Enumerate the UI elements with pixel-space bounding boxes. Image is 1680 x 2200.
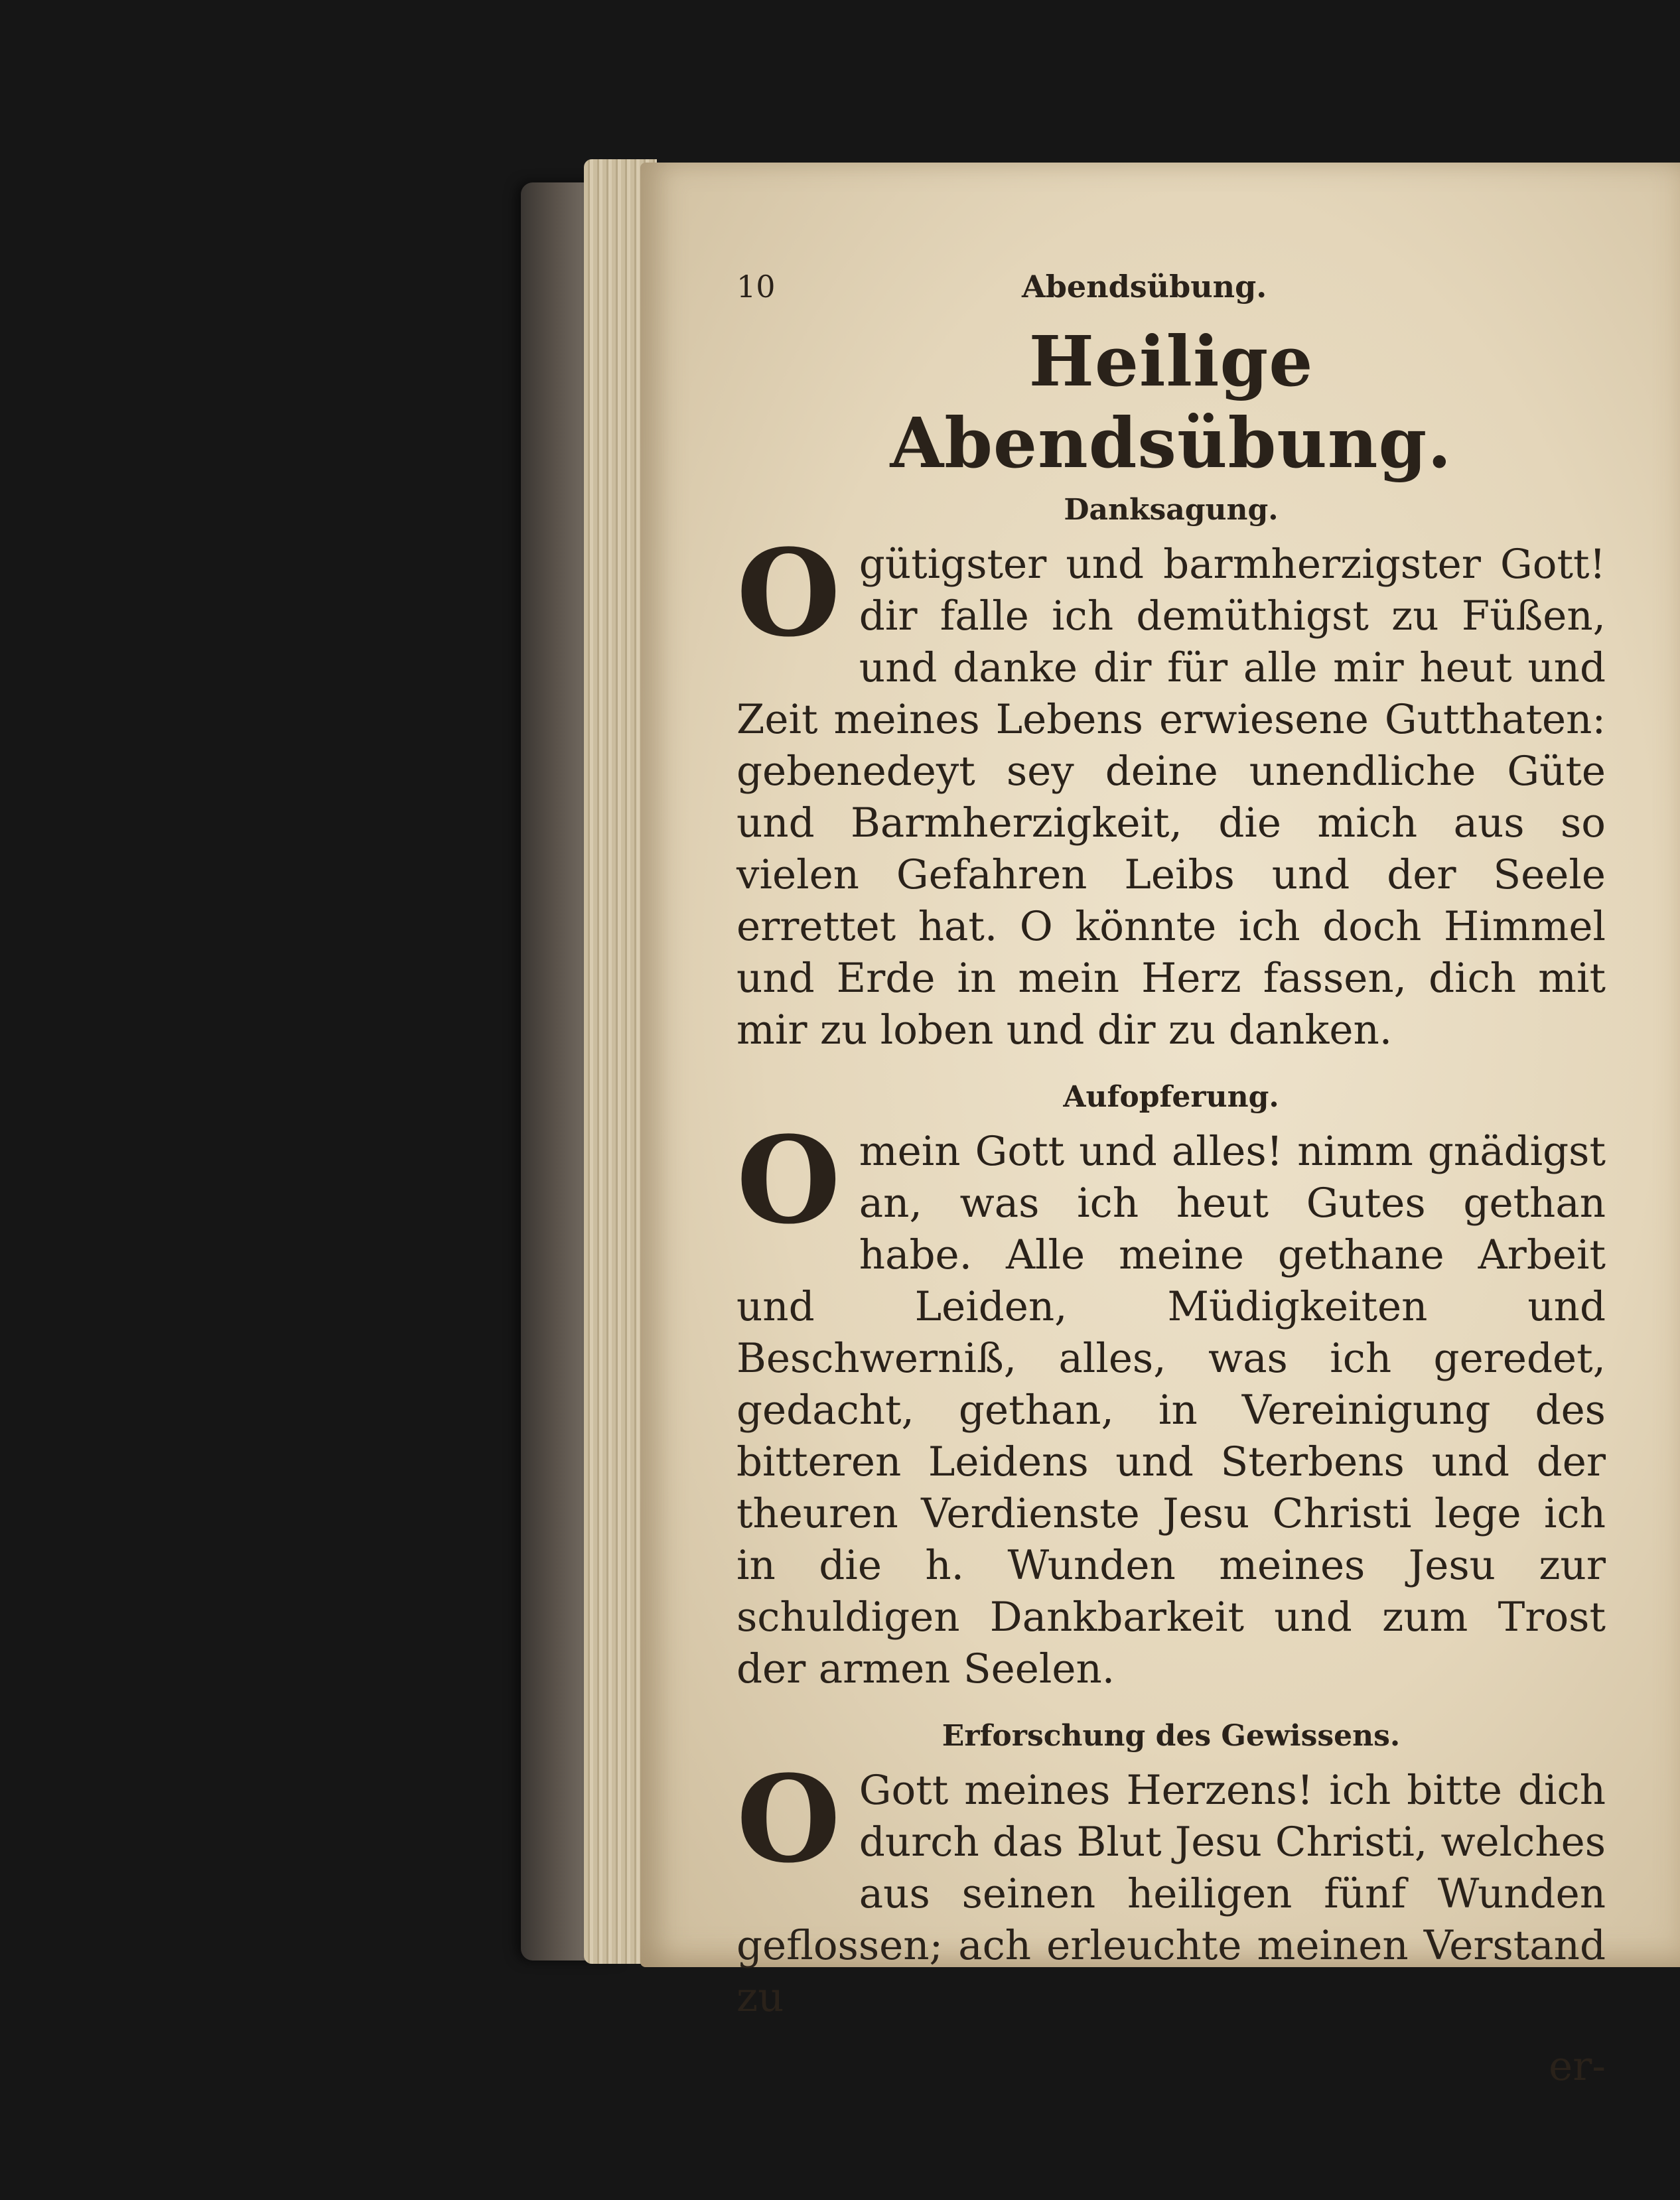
- paragraph-text: Gott meines Herzens! ich bitte dich durch das Blut Jesu Christi, welches aus seinen heiligen fünf Wunden geflossen; ach erleuchte meinen Verstand zu: [736, 1767, 1606, 2021]
- paragraph-text: gütigster und barmherzigster Gott! dir falle ich demüthigst zu Füßen, und danke dir für alle mir heut und Zeit meines Lebens erwiesene Gutthaten: gebenedeyt sey deine unendliche Güte und Barmherzigkeit, die mich aus so vielen Gefahren Leibs und der Seele errettet hat. O könnte ich doch Himmel und Erde in mein Herz fassen, dich mit mir zu loben und dir zu danken.: [736, 541, 1606, 1054]
- paragraph-gewissen: [736, 1750, 1606, 2024]
- section-heading-aufopferung: Aufopferung.: [1063, 1080, 1279, 1114]
- dropcap: O: [736, 1750, 841, 1890]
- page-text-block: [736, 269, 1606, 2093]
- dropcap: O: [736, 523, 841, 663]
- paragraph-text: mein Gott und alles! nimm gnädigst an, was ich heut Gutes gethan habe. Alle meine gethane Arbeit und Leiden, Müdigkeiten und Beschwerniß, alles, was ich geredet, gedacht, gethan, in Vereinigung des bitteren Leidens und Sterbens und der theuren Verdienste Jesu Christi lege ich in die h. Wunden meines Jesu zur schuldigen Dankbarkeit und zum Trost der armen Seelen.: [736, 1128, 1606, 1692]
- section-heading-danksagung: Danksagung.: [1064, 493, 1279, 527]
- catchword: er-: [1549, 2043, 1606, 2090]
- paragraph-aufopferung: [736, 1111, 1606, 1695]
- running-head: [736, 269, 1606, 315]
- dropcap: O: [736, 1111, 841, 1251]
- book-page: [640, 163, 1680, 2090]
- section-heading-gewissen: Erforschung des Gewissens.: [942, 1719, 1401, 1753]
- main-title: Heilige Abendsübung.: [890, 320, 1452, 484]
- running-title: Abendsübung.: [1022, 269, 1267, 305]
- page-number: 10: [736, 269, 776, 305]
- paragraph-danksagung: [736, 523, 1606, 1056]
